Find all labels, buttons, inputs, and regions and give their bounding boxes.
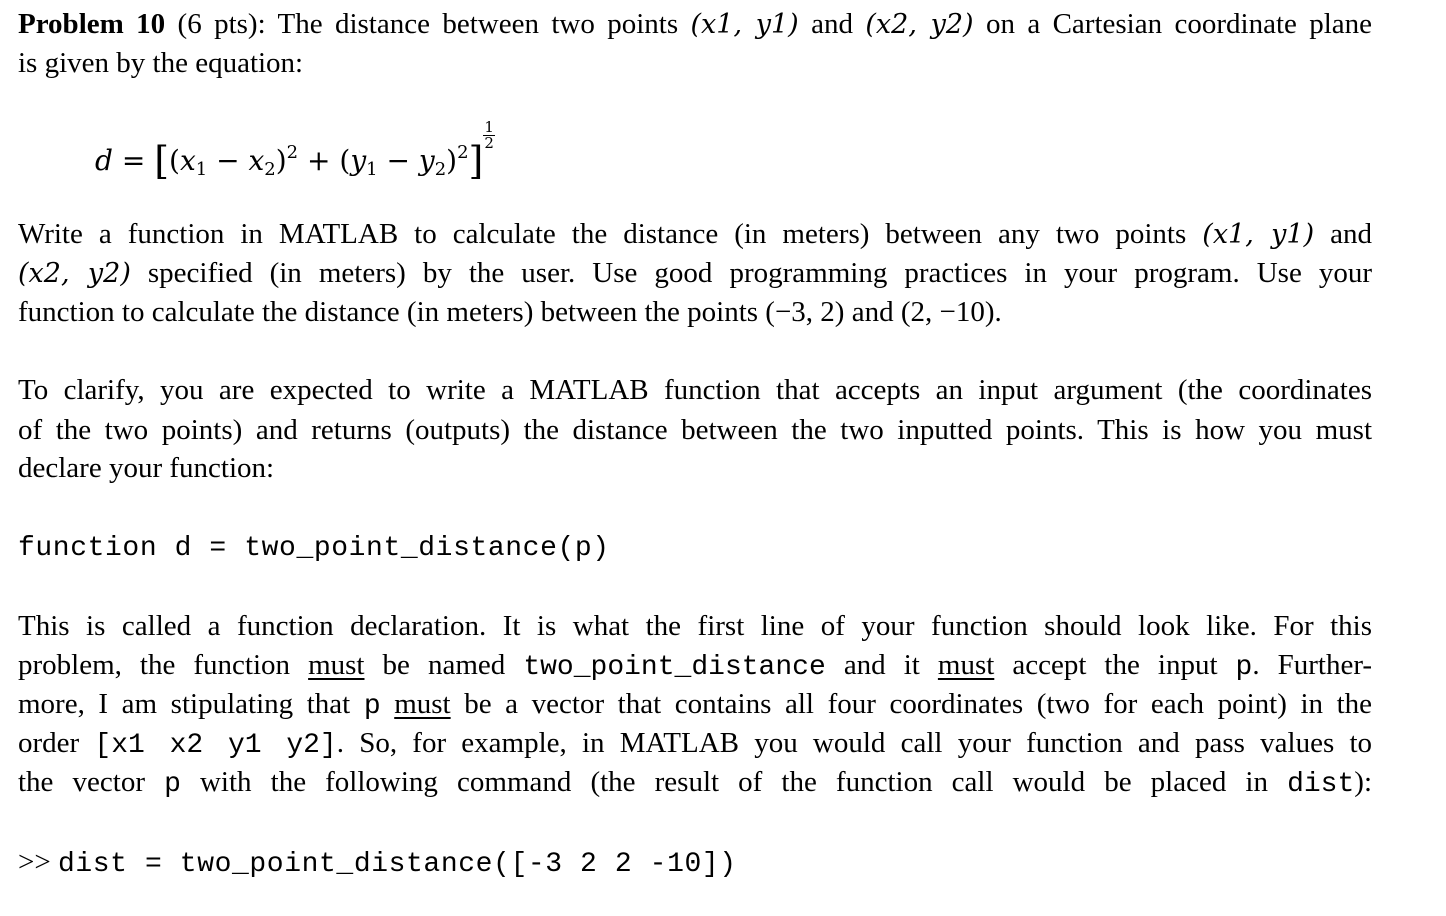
command-prompt: >> [18, 846, 51, 878]
paragraph-3-line-1: This is called a function declaration. It is what the first line of your function should look like. For this [18, 610, 1372, 642]
intro-text-3: is given by the equation: [18, 47, 304, 79]
paragraph-2-line-1: To clarify, you are expected to write a MATLAB function that accepts an input argument (the coordinates [18, 374, 1372, 406]
function-call-code [18, 848, 1372, 879]
intro-text-1: The distance between two points [277, 8, 679, 40]
paragraph-1-line-1: Write a function in MATLAB to calculate the distance (in meters) between any two points (x1, y1) and [18, 218, 1373, 250]
distance-equation: $d = [(x_1 - x_2)^2 + (y_1 - y_2)^2]$ $\frac{1}{2}$ [95, 118, 494, 183]
equation-exponent: $\frac{1}{2}$ [484, 118, 494, 152]
intro-and: and [811, 8, 853, 40]
paragraph-3-line-5: the vector p with the following command (the result of the function call would be placed in dist): [18, 766, 1373, 800]
order-vector-code: [x1 x2 y1 y2] [94, 730, 337, 761]
paragraph-1-line-3: function to calculate the distance (in meters) between the points (−3, 2) and (2, −10). [18, 296, 1002, 328]
paragraph-3-line-3: more, I am stipulating that p must be a vector that contains all four coordinates (two for each point) in the [18, 688, 1373, 722]
paragraph-3-line-4: order [x1 x2 y1 y2]. So, for example, in MATLAB you would call your function and pass values to [18, 727, 1373, 761]
input-p-code: p [1235, 652, 1253, 683]
function-declaration-code: function d = two_point_distance(p) [18, 533, 610, 564]
paragraph-1-line-2: (x2, y2) specified (in meters) by the user. Use good programming practices in your program. Use your [18, 257, 1373, 289]
problem-label: Problem 10 [18, 8, 166, 40]
point-2-math: (x2, y2) [865, 9, 974, 40]
dist-variable-code: dist [1287, 769, 1355, 800]
point-b: (2, −10). [900, 296, 1002, 328]
paragraph-2-line-3: declare your function: [18, 452, 275, 484]
function-name-code: two_point_distance [523, 652, 826, 683]
problem-header-line [18, 10, 1372, 39]
paragraph-2-line-2: of the two points) and returns (outputs) the distance between the two inputted points. This is how you must [18, 414, 1372, 446]
problem-points: (6 pts): [177, 8, 266, 40]
intro-line-2 [18, 49, 1372, 78]
equation-lhs: d = [95, 144, 146, 177]
paragraph-3-line-2: problem, the function must be named two_point_distance and it must accept the input p. Further- [18, 649, 1373, 683]
command-text: dist = two_point_distance([-3 2 2 -10]) [57, 849, 737, 880]
must-emphasis: must [308, 649, 365, 681]
point-1-math: (x1, y1) [690, 9, 799, 40]
point-a: (−3, 2) [765, 296, 845, 328]
intro-text-2: on a Cartesian coordinate plane [985, 8, 1373, 40]
